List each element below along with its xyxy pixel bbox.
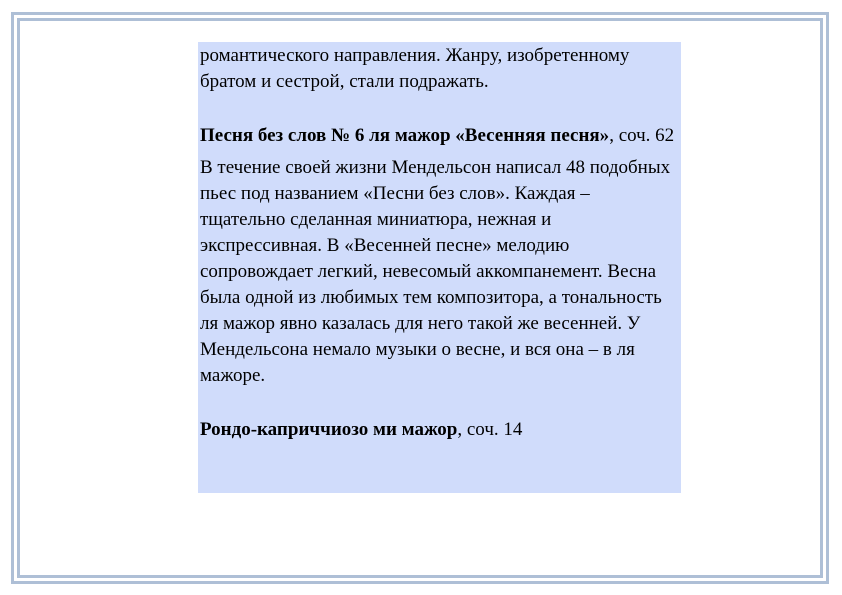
piece-1-title: Песня без слов № 6 ля мажор «Весенняя песня» — [200, 125, 610, 146]
intro-paragraph: романтического направления. Жанру, изобретенному братом и сестрой, стали подражать. — [200, 45, 630, 92]
piece-2-heading — [200, 417, 678, 443]
paragraph-spacer — [200, 389, 678, 417]
piece-1-opus: , соч. 62 — [609, 125, 675, 146]
body-paragraph: В течение своей жизни Мендельсон написал 48 подобных пьес под названием «Песни без слов». Каждая – тщательно сделанная миниатюра, нежная и экспрессивная. В «Весенней песне» мелодию сопровождает легкий, невесомый аккомпанемент. Весна была одной из любимых тем композитора, а тональность ля мажор явно казалась для него такой же весенней. У Мендельсона немало музыки о весне, и вся она – в ля мажоре. — [200, 157, 671, 386]
text-box — [198, 42, 681, 493]
piece-1-heading — [200, 123, 678, 149]
piece-2-title: Рондо-каприччиозо ми мажор — [200, 419, 458, 440]
piece-2-opus: , соч. 14 — [457, 419, 523, 440]
paragraph-spacer — [200, 95, 678, 123]
